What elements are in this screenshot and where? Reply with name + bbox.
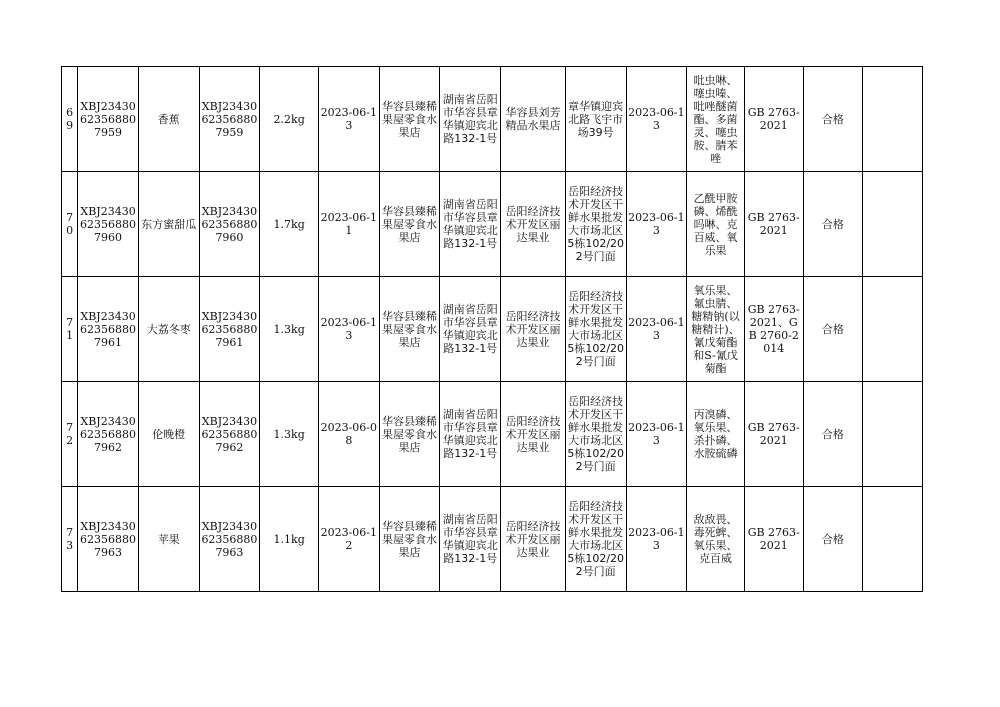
seller-address: 湖南省岳阳市华容县章华镇迎宾北路132-1号 (440, 67, 501, 172)
table-body (62, 67, 923, 592)
spec: 2.2kg (260, 67, 319, 172)
note (863, 487, 923, 592)
sample-code: XBJ23430623568807963 (199, 487, 260, 592)
producer-name: 岳阳经济技术开发区丽达果业 (501, 382, 566, 487)
table-row (62, 67, 923, 172)
test-items: 吡虫啉、噻虫嗪、吡唑醚菌酯、多菌灵、噻虫胺、腈苯唑 (687, 67, 745, 172)
producer-address: 岳阳经济技术开发区干鲜水果批发大市场北区5栋102/202号门面 (565, 277, 626, 382)
seller-name: 华容县臻稀果屋零食水果店 (379, 277, 440, 382)
table-row (62, 487, 923, 592)
result: 合格 (803, 172, 863, 277)
sample-id: XBJ23430623568807960 (78, 172, 139, 277)
sample-id: XBJ23430623568807963 (78, 487, 139, 592)
product-name: 东方蜜甜瓜 (138, 172, 199, 277)
seller-address: 湖南省岳阳市华容县章华镇迎宾北路132-1号 (440, 487, 501, 592)
test-items: 乙酰甲胺磷、烯酰吗啉、克百威、氧乐果 (687, 172, 745, 277)
test-items: 敌敌畏、毒死蜱、氧乐果、克百威 (687, 487, 745, 592)
production-date: 2023-06-13 (318, 67, 379, 172)
table-row (62, 172, 923, 277)
spec: 1.1kg (260, 487, 319, 592)
product-name: 香蕉 (138, 67, 199, 172)
test-date: 2023-06-13 (626, 382, 687, 487)
seller-name: 华容县臻稀果屋零食水果店 (379, 172, 440, 277)
note (863, 172, 923, 277)
producer-address: 岳阳经济技术开发区干鲜水果批发大市场北区5栋102/202号门面 (565, 487, 626, 592)
producer-name: 岳阳经济技术开发区丽达果业 (501, 487, 566, 592)
note (863, 382, 923, 487)
row-number: 72 (62, 382, 78, 487)
sample-id: XBJ23430623568807962 (78, 382, 139, 487)
row-number: 69 (62, 67, 78, 172)
producer-address: 岳阳经济技术开发区干鲜水果批发大市场北区5栋102/202号门面 (565, 382, 626, 487)
row-number: 71 (62, 277, 78, 382)
producer-address: 岳阳经济技术开发区干鲜水果批发大市场北区5栋102/202号门面 (565, 172, 626, 277)
table-row (62, 277, 923, 382)
table-row (62, 382, 923, 487)
seller-address: 湖南省岳阳市华容县章华镇迎宾北路132-1号 (440, 172, 501, 277)
row-number: 70 (62, 172, 78, 277)
result: 合格 (803, 382, 863, 487)
spec: 1.3kg (260, 277, 319, 382)
test-items: 氧乐果、氟虫腈、糖精钠(以糖精计)、氰戊菊酯和S-氰戊菊酯 (687, 277, 745, 382)
seller-name: 华容县臻稀果屋零食水果店 (379, 382, 440, 487)
producer-address: 章华镇迎宾北路飞宇市场39号 (565, 67, 626, 172)
sample-id: XBJ23430623568807959 (78, 67, 139, 172)
seller-address: 湖南省岳阳市华容县章华镇迎宾北路132-1号 (440, 277, 501, 382)
standard: GB 2763-2021、GB 2760-2014 (744, 277, 803, 382)
production-date: 2023-06-12 (318, 487, 379, 592)
product-name: 苹果 (138, 487, 199, 592)
producer-name: 岳阳经济技术开发区丽达果业 (501, 277, 566, 382)
standard: GB 2763-2021 (744, 67, 803, 172)
sample-code: XBJ23430623568807959 (199, 67, 260, 172)
test-date: 2023-06-13 (626, 67, 687, 172)
sample-code: XBJ23430623568807960 (199, 172, 260, 277)
seller-name: 华容县臻稀果屋零食水果店 (379, 487, 440, 592)
standard: GB 2763-2021 (744, 487, 803, 592)
standard: GB 2763-2021 (744, 172, 803, 277)
result: 合格 (803, 277, 863, 382)
test-date: 2023-06-13 (626, 277, 687, 382)
seller-address: 湖南省岳阳市华容县章华镇迎宾北路132-1号 (440, 382, 501, 487)
production-date: 2023-06-11 (318, 172, 379, 277)
inspection-table (61, 66, 923, 592)
spec: 1.3kg (260, 382, 319, 487)
sample-code: XBJ23430623568807962 (199, 382, 260, 487)
producer-name: 岳阳经济技术开发区丽达果业 (501, 172, 566, 277)
result: 合格 (803, 67, 863, 172)
production-date: 2023-06-13 (318, 277, 379, 382)
sample-code: XBJ23430623568807961 (199, 277, 260, 382)
note (863, 67, 923, 172)
test-date: 2023-06-13 (626, 487, 687, 592)
note (863, 277, 923, 382)
production-date: 2023-06-08 (318, 382, 379, 487)
seller-name: 华容县臻稀果屋零食水果店 (379, 67, 440, 172)
test-items: 丙溴磷、氧乐果、杀扑磷、水胺硫磷 (687, 382, 745, 487)
test-date: 2023-06-13 (626, 172, 687, 277)
spec: 1.7kg (260, 172, 319, 277)
result: 合格 (803, 487, 863, 592)
producer-name: 华容县刘芳精品水果店 (501, 67, 566, 172)
product-name: 伦晚橙 (138, 382, 199, 487)
row-number: 73 (62, 487, 78, 592)
product-name: 大荔冬枣 (138, 277, 199, 382)
standard: GB 2763-2021 (744, 382, 803, 487)
sample-id: XBJ23430623568807961 (78, 277, 139, 382)
